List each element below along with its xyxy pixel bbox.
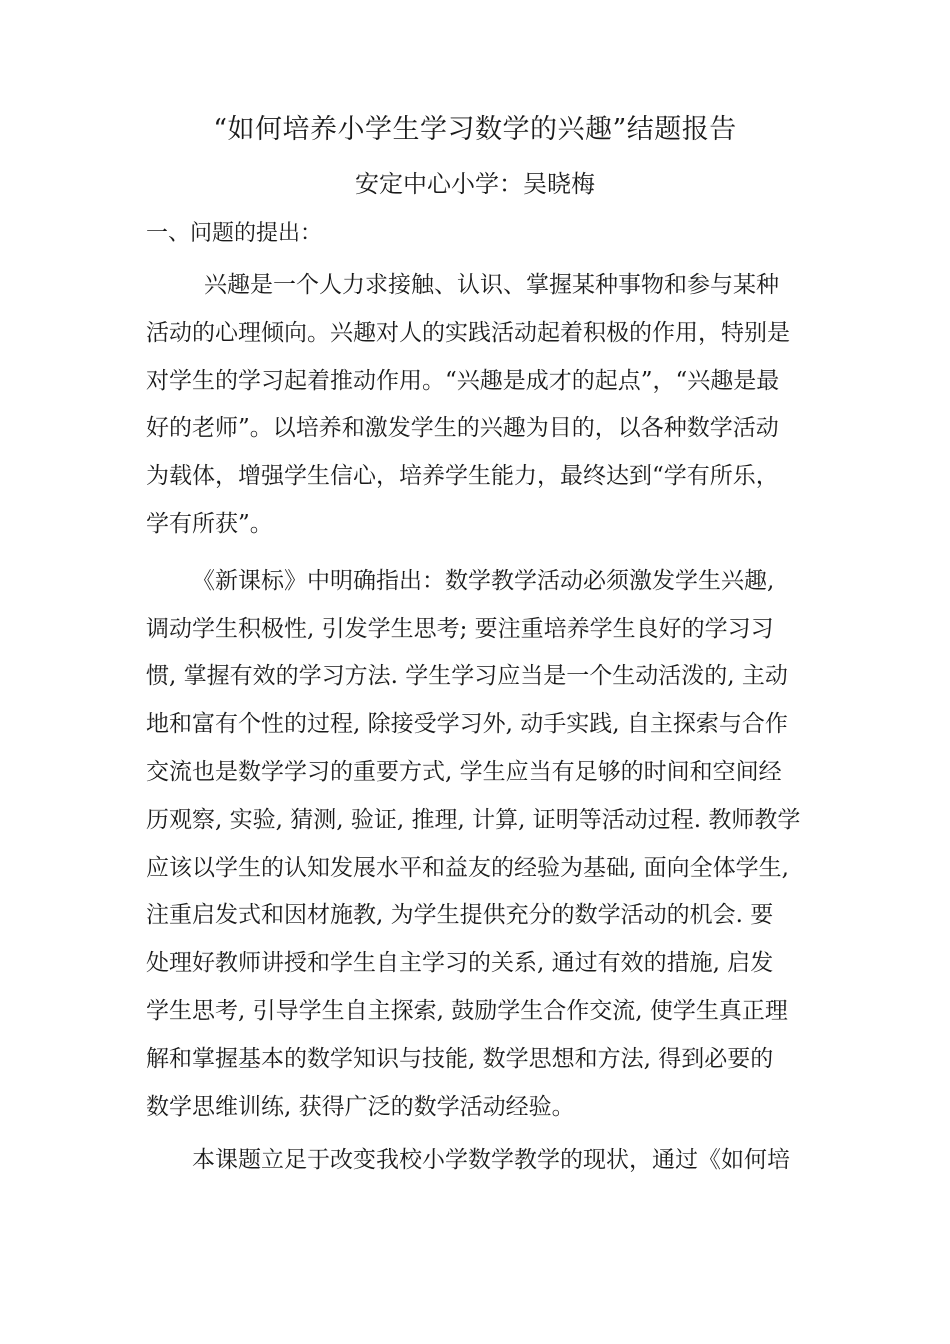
paragraph-project-basis (146, 1137, 812, 1185)
author-line: 安定中心小学：吴晓梅 (355, 170, 595, 198)
text-line: 兴趣是一个人力求接触、认识、掌握某种事物和参与某种 (204, 272, 779, 298)
text-line: 解和掌握基本的数学知识与技能, 数学思想和方法, 得到必要的 (146, 1045, 774, 1072)
text-line: 调动学生积极性, 引发学生思考; 要注重培养学生良好的学习习 (146, 615, 774, 642)
text-line: 惯, 掌握有效的学习方法. 学生学习应当是一个生动活泼的, 主动 (146, 663, 788, 690)
text-line: 处理好教师讲授和学生自主学习的关系, 通过有效的措施, 启发 (146, 950, 774, 977)
text-line: 应该以学生的认知发展水平和益友的经验为基础, 面向全体学生, (146, 854, 789, 881)
text-line: 《新课标》中明确指出：数学教学活动必须激发学生兴趣, (192, 567, 775, 594)
text-line: 历观察, 实验, 猜测, 验证, 推理, 计算, 证明等活动过程. 教师教学 (146, 806, 801, 833)
section-heading: 一、问题的提出： (146, 221, 323, 246)
text-line: 活动的心理倾向。兴趣对人的实践活动起着积极的作用，特别是 (146, 319, 790, 346)
body-text (146, 262, 812, 1185)
text-line: 注重启发式和因材施教, 为学生提供充分的数学活动的机会. 要 (146, 902, 774, 929)
paragraph-new-curriculum (146, 558, 812, 1132)
paragraph-interest-definition (146, 262, 812, 549)
report-title: “如何培养小学生学习数学的兴趣”结题报告 (213, 114, 737, 145)
text-line: 好的老师”。以培养和激发学生的兴趣为目的，以各种数学活动 (146, 415, 779, 442)
text-line: 本课题立足于改变我校小学数学教学的现状，通过《如何培 (192, 1147, 790, 1174)
text-line: 对学生的学习起着推动作用。“兴趣是成才的起点”，“兴趣是最 (146, 367, 780, 394)
text-line: 学生思考, 引导学生自主探索, 鼓励学生合作交流, 使学生真正理 (146, 997, 788, 1024)
text-line: 数学思维训练, 获得广泛的数学活动经验。 (146, 1093, 575, 1120)
text-line: 地和富有个性的过程, 除接受学习外, 动手实践, 自主探索与合作 (146, 711, 788, 738)
text-line: 为载体，增强学生信心，培养学生能力，最终达到“学有所乐， (146, 463, 779, 490)
text-line: 学有所获”。 (146, 510, 273, 537)
text-line: 交流也是数学学习的重要方式, 学生应当有足够的时间和空间经 (146, 758, 782, 785)
